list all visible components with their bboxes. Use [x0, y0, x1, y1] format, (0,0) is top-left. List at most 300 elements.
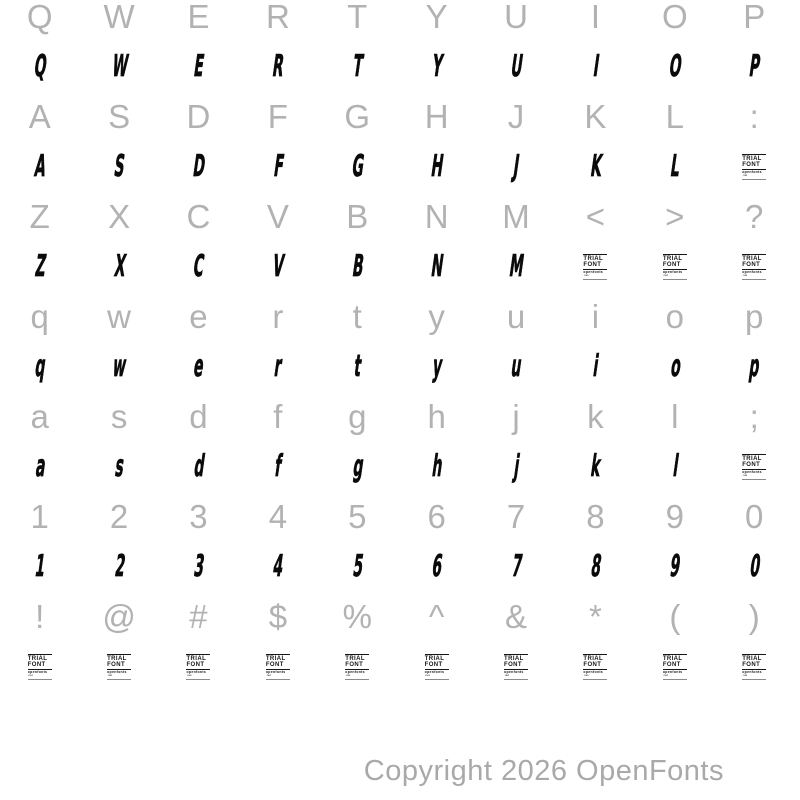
glyph: L — [665, 98, 684, 135]
badge-fineprint — [583, 270, 607, 281]
reference-glyph-cell — [635, 92, 714, 142]
glyph-row-4 — [0, 142, 794, 192]
trial-glyph-cell — [0, 42, 79, 92]
glyph: ^ — [428, 598, 445, 635]
badge-line1: TRIAL — [186, 655, 207, 662]
trial-font-badge — [663, 254, 687, 281]
glyph-row-8 — [0, 342, 794, 392]
glyph: p — [747, 349, 763, 384]
badge-line1: TRIAL — [583, 655, 604, 662]
glyph: u — [509, 349, 525, 384]
glyph: E — [187, 0, 210, 35]
trial-glyph-cell — [79, 242, 158, 292]
glyph: O — [661, 0, 688, 35]
badge-fineprint-line2: .net — [504, 673, 510, 678]
glyph-row-11 — [0, 492, 794, 542]
reference-glyph-cell — [397, 392, 476, 442]
reference-glyph-cell — [0, 0, 79, 42]
glyph: u — [506, 298, 526, 335]
reference-glyph-cell — [159, 92, 238, 142]
badge-line2: FONT — [742, 262, 766, 270]
glyph: K — [584, 98, 607, 135]
badge-fineprint-line2: .net — [265, 673, 271, 678]
badge-fineprint — [663, 670, 687, 681]
badge-cell — [635, 642, 714, 692]
glyph: C — [191, 249, 207, 284]
glyph: X — [112, 249, 128, 284]
glyph: > — [665, 198, 685, 235]
reference-glyph-cell — [159, 592, 238, 642]
reference-glyph-cell — [556, 0, 635, 42]
trial-glyph-cell — [79, 142, 158, 192]
glyph: < — [585, 198, 606, 235]
glyph: Z — [29, 198, 50, 235]
trial-font-badge — [266, 654, 290, 681]
reference-glyph-cell — [715, 192, 794, 242]
badge-line2: FONT — [663, 262, 687, 270]
glyph: Q — [26, 0, 53, 35]
glyph: D — [191, 149, 208, 184]
trial-glyph-cell — [318, 542, 397, 592]
glyph: 9 — [668, 549, 683, 584]
trial-glyph-cell — [159, 342, 238, 392]
glyph: o — [668, 349, 683, 384]
trial-font-badge — [504, 654, 528, 681]
glyph: 6 — [430, 549, 445, 584]
badge-fineprint-line2: .net — [742, 273, 748, 278]
reference-glyph-cell — [238, 492, 317, 542]
glyph: t — [352, 349, 364, 384]
trial-font-badge — [28, 654, 52, 681]
glyph: i — [591, 349, 602, 384]
glyph: B — [350, 249, 366, 284]
glyph: % — [342, 598, 372, 635]
glyph: 1 — [30, 498, 49, 535]
trial-glyph-cell — [79, 542, 158, 592]
glyph: 2 — [112, 549, 128, 584]
trial-glyph-cell — [79, 442, 158, 492]
glyph: B — [346, 198, 369, 235]
reference-glyph-cell — [476, 292, 555, 342]
trial-glyph-cell — [79, 42, 158, 92]
reference-glyph-cell — [0, 92, 79, 142]
trial-glyph-cell — [318, 242, 397, 292]
trial-glyph-cell — [715, 542, 794, 592]
trial-glyph-cell — [397, 342, 476, 392]
glyph: d — [189, 398, 208, 435]
badge-fineprint-line1: openfonts — [742, 269, 762, 274]
reference-glyph-cell — [397, 492, 476, 542]
reference-glyph-cell — [715, 92, 794, 142]
glyph: 4 — [268, 498, 288, 535]
glyph: N — [424, 198, 449, 235]
glyph: V — [266, 198, 289, 235]
badge-cell — [556, 242, 635, 292]
reference-glyph-cell — [159, 492, 238, 542]
badge-line2: FONT — [583, 262, 607, 270]
glyph: : — [749, 98, 759, 135]
glyph: Y — [429, 49, 445, 84]
glyph: w — [107, 298, 131, 335]
glyph: Y — [425, 0, 448, 35]
badge-fineprint-line2: .net — [107, 673, 113, 678]
trial-glyph-cell — [79, 342, 158, 392]
badge-fineprint-line1: openfonts — [265, 669, 286, 674]
badge-fineprint — [504, 670, 528, 681]
glyph: s — [110, 398, 128, 435]
glyph: R — [270, 49, 287, 84]
glyph: 2 — [109, 498, 129, 535]
badge-fineprint-line1: openfonts — [742, 469, 762, 474]
trial-glyph-cell — [476, 242, 555, 292]
reference-glyph-cell — [238, 0, 317, 42]
reference-glyph-cell — [0, 392, 79, 442]
trial-glyph-cell — [635, 342, 714, 392]
glyph: d — [191, 449, 207, 484]
badge-line2: FONT — [107, 662, 131, 670]
reference-glyph-cell — [715, 0, 794, 42]
glyph: O — [667, 49, 684, 84]
glyph: F — [267, 98, 288, 135]
glyph: K — [588, 149, 605, 184]
reference-glyph-cell — [79, 0, 158, 42]
badge-fineprint-line1: openfonts — [742, 169, 762, 174]
trial-font-badge — [742, 454, 766, 481]
glyph: N — [429, 249, 446, 284]
reference-glyph-cell — [476, 0, 555, 42]
trial-font-badge — [345, 654, 369, 681]
glyph: G — [349, 149, 367, 184]
glyph: ) — [748, 598, 760, 635]
trial-glyph-cell — [238, 242, 317, 292]
glyph: W — [103, 0, 135, 35]
glyph-row-6 — [0, 242, 794, 292]
badge-line2: FONT — [186, 662, 210, 670]
badge-cell — [318, 642, 397, 692]
trial-glyph-cell — [238, 442, 317, 492]
trial-font-badge — [742, 254, 766, 281]
glyph: e — [189, 298, 208, 335]
reference-glyph-cell — [397, 592, 476, 642]
badge-line1: TRIAL — [742, 655, 762, 662]
trial-glyph-cell — [635, 142, 714, 192]
glyph: T — [350, 49, 366, 84]
glyph-row-3 — [0, 92, 794, 142]
glyph: f — [273, 449, 285, 484]
badge-fineprint-line2: .net — [742, 473, 748, 478]
badge-fineprint — [742, 670, 766, 681]
glyph: ? — [745, 198, 764, 235]
glyph: # — [189, 598, 208, 635]
trial-font-badge — [583, 254, 607, 281]
badge-line1: TRIAL — [265, 655, 286, 662]
glyph: 5 — [348, 498, 367, 535]
glyph: Z — [33, 249, 48, 284]
reference-glyph-cell — [476, 592, 555, 642]
badge-fineprint — [107, 670, 131, 681]
badge-cell — [715, 442, 794, 492]
glyph: D — [186, 98, 211, 135]
badge-line1: TRIAL — [504, 655, 524, 662]
badge-fineprint — [186, 670, 210, 681]
trial-glyph-cell — [397, 542, 476, 592]
reference-glyph-cell — [397, 192, 476, 242]
badge-line2: FONT — [504, 662, 528, 670]
reference-glyph-cell — [715, 492, 794, 542]
reference-glyph-cell — [318, 392, 397, 442]
glyph: H — [429, 149, 446, 184]
reference-glyph-cell — [79, 392, 158, 442]
reference-glyph-cell — [0, 592, 79, 642]
badge-cell — [476, 642, 555, 692]
reference-glyph-cell — [79, 592, 158, 642]
reference-glyph-cell — [318, 592, 397, 642]
trial-glyph-cell — [238, 342, 317, 392]
badge-line1: TRIAL — [742, 455, 762, 462]
reference-glyph-cell — [635, 492, 714, 542]
reference-glyph-cell — [79, 192, 158, 242]
glyph: P — [743, 0, 766, 35]
glyph: J — [507, 98, 525, 135]
glyph: G — [344, 98, 371, 135]
glyph: p — [745, 298, 764, 335]
glyph: 7 — [506, 498, 526, 535]
trial-glyph-cell — [715, 42, 794, 92]
glyph: I — [590, 0, 601, 35]
reference-glyph-cell — [0, 492, 79, 542]
badge-fineprint — [742, 270, 766, 281]
glyph: a — [33, 449, 48, 484]
trial-glyph-cell — [476, 142, 555, 192]
trial-glyph-cell — [476, 542, 555, 592]
badge-fineprint — [742, 470, 766, 481]
reference-glyph-cell — [397, 292, 476, 342]
glyph: U — [504, 0, 528, 35]
trial-font-badge — [186, 654, 210, 681]
glyph: ; — [749, 398, 759, 435]
reference-glyph-cell — [79, 292, 158, 342]
badge-fineprint-line2: .net — [583, 273, 589, 278]
reference-glyph-cell — [159, 192, 238, 242]
badge-line1: TRIAL — [27, 655, 48, 662]
reference-glyph-cell — [556, 492, 635, 542]
glyph: * — [589, 598, 602, 635]
glyph: 0 — [747, 549, 763, 584]
badge-cell — [715, 142, 794, 192]
reference-glyph-cell — [159, 392, 238, 442]
glyph: ! — [35, 598, 45, 635]
reference-glyph-cell — [238, 392, 317, 442]
glyph: f — [273, 398, 283, 435]
reference-glyph-cell — [79, 92, 158, 142]
reference-glyph-cell — [635, 0, 714, 42]
reference-glyph-cell — [635, 292, 714, 342]
trial-glyph-cell — [238, 542, 317, 592]
glyph: L — [668, 149, 683, 184]
badge-fineprint — [345, 670, 369, 681]
reference-glyph-cell — [0, 192, 79, 242]
badge-line1: TRIAL — [345, 655, 365, 662]
trial-glyph-cell — [556, 342, 635, 392]
glyph: i — [591, 298, 600, 335]
reference-glyph-cell — [476, 392, 555, 442]
glyph: q — [30, 298, 49, 335]
glyph: S — [112, 149, 128, 184]
badge-line2: FONT — [742, 462, 766, 470]
badge-fineprint-line2: .net — [583, 673, 589, 678]
trial-glyph-cell — [159, 42, 238, 92]
badge-fineprint-line2: .net — [27, 673, 33, 678]
glyph: 9 — [665, 498, 684, 535]
trial-glyph-cell — [556, 142, 635, 192]
glyph-row-13 — [0, 592, 794, 642]
badge-fineprint-line1: openfonts — [27, 669, 48, 674]
badge-fineprint-line1: openfonts — [742, 669, 762, 674]
glyph: C — [186, 198, 211, 235]
trial-glyph-cell — [159, 542, 238, 592]
trial-glyph-cell — [715, 342, 794, 392]
glyph: Q — [32, 49, 49, 84]
glyph: q — [33, 349, 48, 384]
badge-fineprint-line2: .net — [742, 673, 748, 678]
reference-glyph-cell — [159, 292, 238, 342]
glyph: 0 — [745, 498, 764, 535]
reference-glyph-cell — [397, 92, 476, 142]
glyph: h — [430, 449, 445, 484]
reference-glyph-cell — [79, 492, 158, 542]
badge-line1: TRIAL — [107, 655, 127, 662]
glyph: U — [508, 49, 525, 84]
badge-fineprint — [266, 670, 290, 681]
glyph: k — [587, 398, 604, 435]
glyph: 3 — [189, 498, 208, 535]
trial-glyph-cell — [556, 442, 635, 492]
badge-line2: FONT — [28, 662, 52, 670]
badge-fineprint-line1: openfonts — [345, 669, 365, 674]
badge-line1: TRIAL — [742, 255, 762, 262]
glyph: 8 — [586, 498, 605, 535]
reference-glyph-cell — [238, 292, 317, 342]
glyph: & — [505, 598, 528, 635]
trial-glyph-cell — [318, 442, 397, 492]
glyph: T — [347, 0, 368, 35]
badge-cell — [556, 642, 635, 692]
trial-glyph-cell — [159, 442, 238, 492]
badge-fineprint — [742, 170, 766, 181]
glyph: S — [108, 98, 131, 135]
reference-glyph-cell — [635, 192, 714, 242]
trial-glyph-cell — [318, 42, 397, 92]
trial-glyph-cell — [159, 142, 238, 192]
glyph: M — [507, 249, 527, 284]
glyph: y — [428, 298, 445, 335]
badge-line2: FONT — [345, 662, 369, 670]
glyph-row-1 — [0, 0, 794, 42]
badge-line1: TRIAL — [742, 155, 762, 162]
trial-glyph-cell — [397, 242, 476, 292]
glyph: 8 — [588, 549, 604, 584]
glyph-row-7 — [0, 292, 794, 342]
reference-glyph-cell — [556, 192, 635, 242]
trial-font-badge — [107, 654, 131, 681]
glyph: M — [502, 198, 530, 235]
reference-glyph-cell — [318, 292, 397, 342]
glyph: 5 — [350, 549, 366, 584]
glyph: V — [270, 249, 287, 284]
reference-glyph-cell — [238, 592, 317, 642]
trial-glyph-cell — [397, 442, 476, 492]
badge-fineprint-line1: openfonts — [186, 669, 207, 674]
badge-fineprint-line1: openfonts — [504, 669, 524, 674]
glyph: 7 — [509, 549, 525, 584]
badge-line2: FONT — [663, 662, 687, 670]
badge-fineprint-line1: openfonts — [583, 669, 604, 674]
badge-cell — [715, 242, 794, 292]
badge-cell — [0, 642, 79, 692]
trial-glyph-cell — [0, 142, 79, 192]
glyph: 3 — [191, 549, 207, 584]
trial-glyph-cell — [0, 242, 79, 292]
badge-fineprint-line1: openfonts — [424, 669, 445, 674]
badge-line2: FONT — [583, 662, 607, 670]
badge-line1: TRIAL — [662, 255, 683, 262]
badge-cell — [159, 642, 238, 692]
trial-glyph-cell — [397, 42, 476, 92]
trial-glyph-cell — [635, 442, 714, 492]
badge-line2: FONT — [742, 662, 766, 670]
reference-glyph-cell — [556, 592, 635, 642]
trial-glyph-cell — [238, 42, 317, 92]
reference-glyph-cell — [397, 0, 476, 42]
badge-fineprint-line2: .net — [662, 273, 668, 278]
reference-glyph-cell — [0, 292, 79, 342]
trial-glyph-cell — [159, 242, 238, 292]
reference-glyph-cell — [159, 0, 238, 42]
trial-glyph-cell — [476, 342, 555, 392]
badge-fineprint-line2: .net — [186, 673, 192, 678]
glyph-row-10 — [0, 442, 794, 492]
badge-cell — [238, 642, 317, 692]
trial-glyph-cell — [238, 142, 317, 192]
glyph: e — [192, 349, 207, 384]
glyph: 1 — [33, 549, 48, 584]
badge-fineprint-line2: .net — [424, 673, 430, 678]
glyph-row-12 — [0, 542, 794, 592]
badge-fineprint-line2: .net — [662, 673, 668, 678]
glyph: j — [512, 398, 520, 435]
badge-fineprint — [28, 670, 52, 681]
badge-fineprint — [583, 670, 607, 681]
glyph: g — [348, 398, 367, 435]
glyph: J — [511, 149, 522, 184]
glyph: j — [511, 449, 522, 484]
glyph: ( — [669, 598, 681, 635]
glyph-row-5 — [0, 192, 794, 242]
trial-glyph-cell — [0, 442, 79, 492]
glyph: h — [427, 398, 446, 435]
glyph: A — [32, 149, 49, 184]
glyph: w — [111, 349, 129, 384]
reference-glyph-cell — [318, 492, 397, 542]
badge-line1: TRIAL — [583, 255, 604, 262]
reference-glyph-cell — [238, 192, 317, 242]
badge-fineprint-line1: openfonts — [583, 269, 604, 274]
trial-glyph-cell — [476, 42, 555, 92]
reference-glyph-cell — [476, 192, 555, 242]
trial-glyph-cell — [556, 42, 635, 92]
trial-font-badge — [742, 654, 766, 681]
trial-glyph-cell — [635, 542, 714, 592]
